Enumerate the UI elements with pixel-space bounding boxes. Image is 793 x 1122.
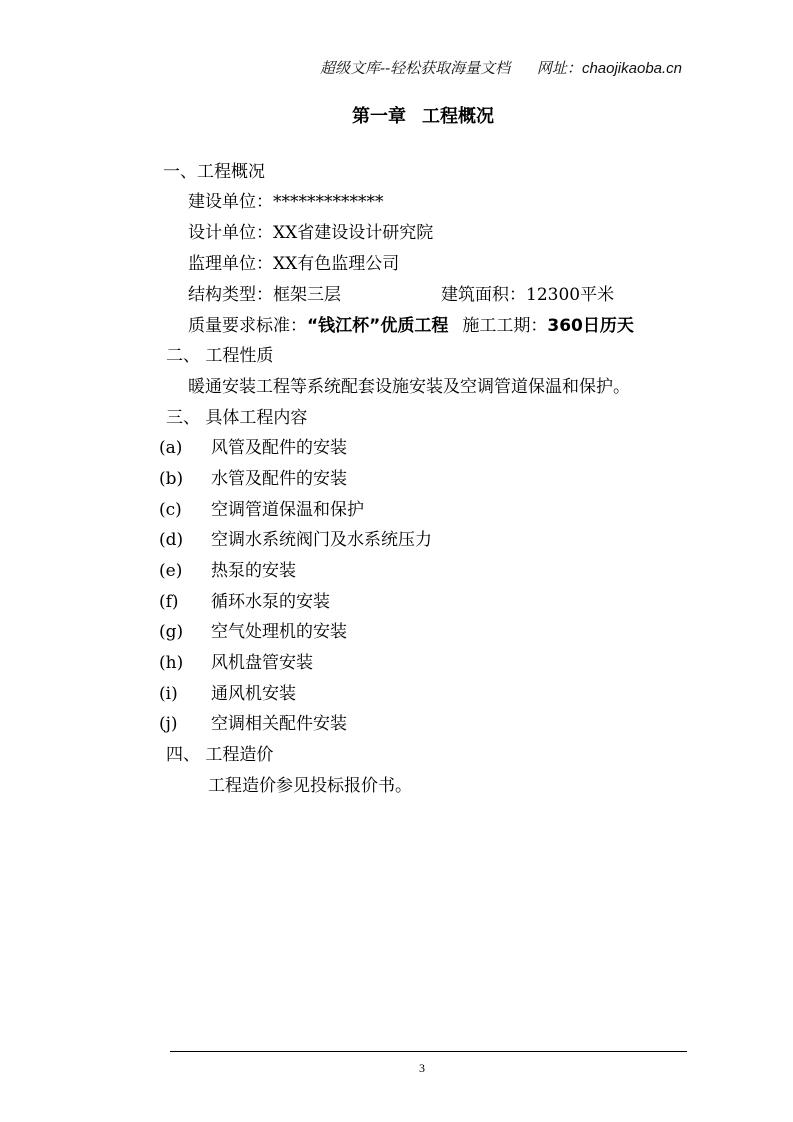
list-item [159,464,347,489]
header-url-link[interactable]: chaojikaoba.cn [581,60,683,77]
header-url-label: 网址： [536,60,582,77]
list-item [159,433,347,458]
header-url [537,60,682,77]
duration-label: 施工工期： [462,316,548,336]
section1-heading: 一、工程概况 [163,162,265,182]
list-item-label: (a) [159,438,183,458]
quality-label: 质量要求标准： [188,316,307,336]
list-item-label: (c) [159,500,182,520]
list-item [159,495,364,520]
list-item-text: 空调相关配件安装 [211,714,347,734]
builder-line: 建设单位：************* [188,192,384,212]
quality-value: “钱江杯”优质工程 [307,316,449,336]
designer-line: 设计单位：XX省建设设计研究院 [188,223,434,243]
area-line: 建筑面积：12300平米 [441,285,615,305]
section2-body: 暖通安装工程等系统配套设施安装及空调管道保温和保护。 [188,377,630,397]
section4-heading: 四、 工程造价 [166,745,274,765]
list-item-text: 风机盘管安装 [211,653,313,673]
list-item-text: 空气处理机的安装 [211,622,347,642]
section3-heading: 三、 具体工程内容 [166,408,308,428]
list-item-text: 循环水泵的安装 [211,592,330,612]
list-item [159,587,330,612]
page-header [320,57,682,78]
list-item [159,709,347,734]
chapter-number: 第一章 [352,106,406,127]
section4-body: 工程造价参见投标报价书。 [208,776,412,796]
list-item-label: (d) [159,530,184,550]
list-item [159,556,296,581]
list-item-text: 热泵的安装 [211,561,296,581]
list-item-text: 空调管道保温和保护 [211,500,364,520]
structure-line: 结构类型：框架三层 [188,285,341,305]
list-item [159,617,347,642]
list-item [159,525,432,550]
list-item-label: (h) [159,653,184,673]
list-item-label: (b) [159,469,184,489]
list-item-text: 通风机安装 [211,684,296,704]
chapter-name: 工程概况 [422,106,494,127]
list-item-label: (e) [159,561,183,581]
section2-heading: 二、 工程性质 [166,346,274,366]
list-item [159,648,313,673]
page-number: 3 [419,1061,425,1075]
list-item-label: (f) [159,592,179,612]
page-title [352,102,494,128]
header-site-name: 超级文库--轻松获取海量文档 [320,59,511,77]
list-item-text: 水管及配件的安装 [211,469,347,489]
supervisor-line: 监理单位：XX有色监理公司 [188,254,400,274]
footer-divider [170,1051,687,1052]
list-item [159,679,296,704]
quality-line [188,311,634,336]
list-item-label: (g) [159,622,184,642]
list-item-label: (j) [159,714,178,734]
list-item-text: 空调水系统阀门及水系统压力 [211,530,432,550]
list-item-text: 风管及配件的安装 [211,438,347,458]
duration-value: 360日历天 [547,316,634,336]
list-item-label: (i) [159,684,178,704]
